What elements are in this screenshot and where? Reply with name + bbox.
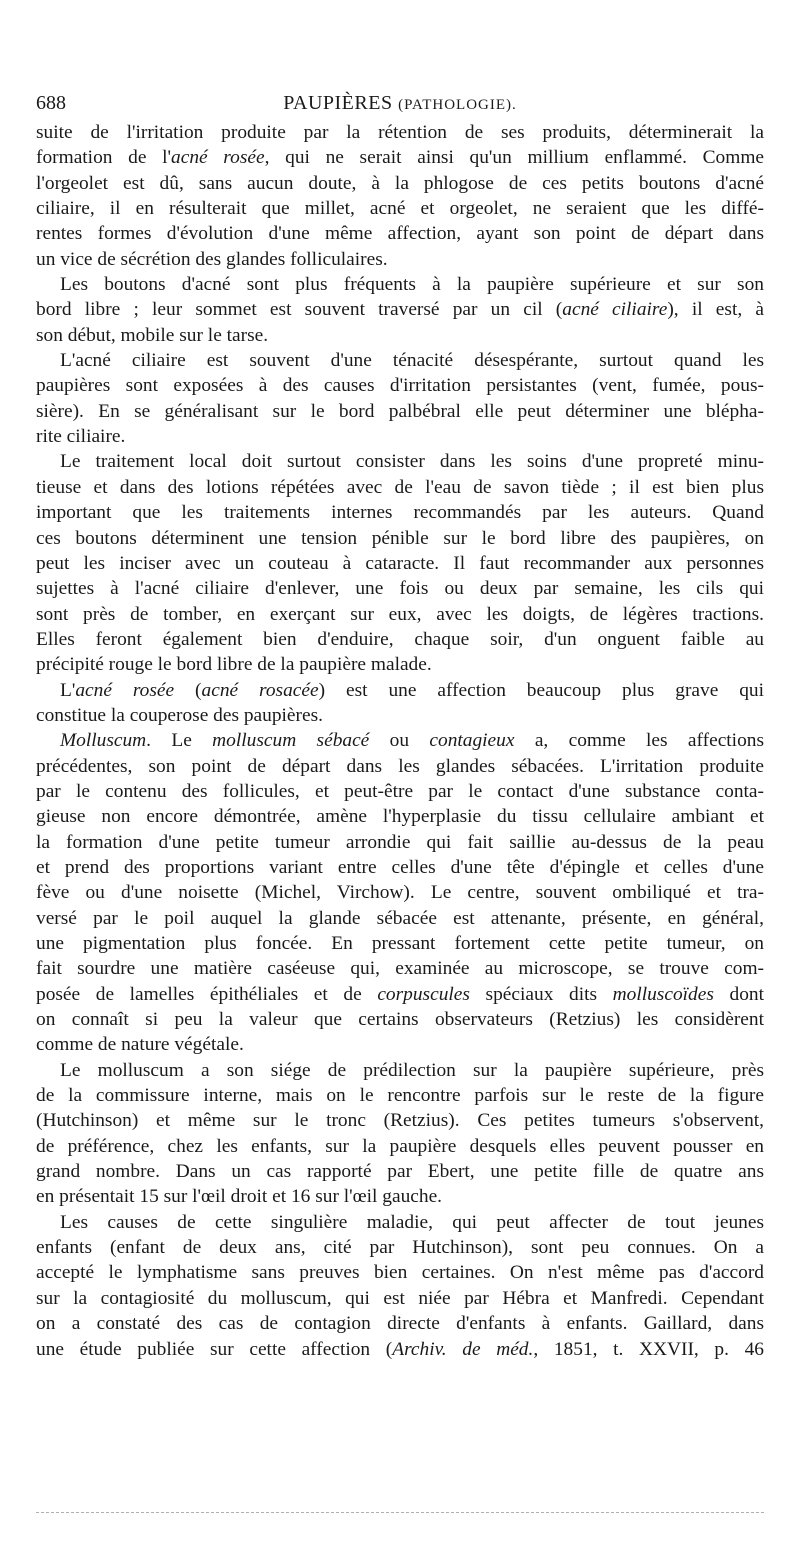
italic-run: molluscoïdes	[612, 983, 714, 1005]
text-run: ) est une affection beaucoup plus grave qui	[318, 679, 764, 701]
text-run: Le traitement local doit surtout consister dans les soins d'une propreté minu-	[60, 451, 764, 473]
text-run: L'acné ciliaire est souvent d'une ténacité désespérante, surtout quand les	[60, 350, 764, 372]
text-run: bord libre ; leur sommet est souvent traversé par un cil (	[36, 299, 563, 321]
text-run: . Le	[146, 730, 213, 752]
text-run: dont	[713, 983, 764, 1005]
text-line	[36, 475, 764, 500]
text-run: grand nombre. Dans un cas rapporté par Ebert, une petite fille de quatre ans	[36, 1161, 764, 1183]
text-line	[36, 221, 764, 246]
text-line	[36, 373, 764, 398]
text-line	[36, 906, 764, 931]
text-line	[36, 1235, 764, 1260]
text-run: fève ou d'une noisette (Michel, Virchow). Le centre, souvent ombiliqué et tra-	[36, 882, 764, 904]
italic-run: contagieux	[429, 730, 515, 752]
text-run: une étude publiée sur cette affection (	[36, 1338, 393, 1360]
running-title-main: PAUPIÈRES	[283, 92, 393, 114]
text-run: gieuse non encore démontrée, amène l'hyperplasie du tissu cellulaire ambiant et	[36, 806, 764, 828]
text-line	[36, 272, 764, 297]
text-run: son début, mobile sur le tarse.	[36, 324, 269, 346]
text-line	[36, 247, 764, 272]
italic-run: Archiv. de méd.	[392, 1338, 534, 1360]
text-line	[36, 880, 764, 905]
text-line	[36, 627, 764, 652]
text-run: l'orgeolet est dû, sans aucun doute, à la phlogose de ces petits boutons d'acné	[36, 172, 764, 194]
text-line	[36, 703, 764, 728]
text-line	[36, 526, 764, 551]
text-line	[36, 855, 764, 880]
text-line	[36, 1260, 764, 1285]
italic-run: acné rosée	[75, 679, 175, 701]
text-line	[36, 728, 764, 753]
running-title-subtitle: (PATHOLOGIE).	[398, 97, 517, 113]
text-run: Les boutons d'acné sont plus fréquents à la paupière supérieure et sur son	[60, 274, 764, 296]
text-run: (Hutchinson) et même sur le tronc (Retzius). Ces petites tumeurs s'observent,	[36, 1110, 764, 1132]
document-page	[36, 86, 764, 1362]
text-line	[36, 576, 764, 601]
text-run: ou	[369, 730, 430, 752]
text-run: a, comme les affections	[514, 730, 765, 752]
text-line	[36, 120, 764, 145]
text-run: ), il est, à	[667, 299, 764, 321]
text-line	[36, 754, 764, 779]
text-run: , qui ne serait ainsi qu'un millium enflammé. Comme	[264, 147, 765, 169]
text-run: L'	[60, 679, 76, 701]
text-line	[36, 956, 764, 981]
text-run: suite de l'irritation produite par la rétention de ses produits, déterminerait la	[36, 122, 764, 143]
text-run: posée de lamelles épithéliales et de	[36, 983, 378, 1005]
text-line	[36, 1210, 764, 1235]
text-line	[36, 652, 764, 677]
text-run: constitue la couperose des paupières.	[36, 704, 323, 726]
italic-run: acné rosacée	[201, 679, 319, 701]
text-line	[36, 145, 764, 170]
text-run: important que les traitements internes recommandés par les auteurs. Quand	[36, 502, 764, 524]
text-run: sur la contagiosité du molluscum, qui est niée par Hébra et Manfredi. Cependant	[36, 1287, 764, 1309]
text-line	[36, 449, 764, 474]
text-line	[36, 1311, 764, 1336]
text-line	[36, 1286, 764, 1311]
text-run: sujettes à l'acné ciliaire d'enlever, une fois ou deux par semaine, les cils qui	[36, 578, 764, 600]
text-line	[36, 1337, 764, 1362]
text-run: versé par le poil auquel la glande sébacée est attenante, présente, en général,	[36, 907, 764, 929]
text-line	[36, 602, 764, 627]
text-line	[36, 196, 764, 221]
text-run: , 1851, t. XXVII, p. 46	[533, 1338, 764, 1360]
text-line	[36, 678, 764, 703]
text-run: rentes formes d'évolution d'une même affection, ayant son point de départ dans	[36, 223, 764, 245]
text-run: rite ciliaire.	[36, 426, 126, 448]
body-text	[36, 120, 764, 1362]
text-run: de préférence, chez les enfants, sur la paupière desquels elles peuvent pousser en	[36, 1135, 764, 1157]
text-run: ciliaire, il en résulterait que millet, acné et orgeolet, ne seraient que les diffé-	[36, 198, 764, 220]
text-run: sière). En se généralisant sur le bord palbébral elle peut déterminer une blépha-	[36, 400, 764, 422]
text-run: et prend des proportions variant entre celles d'une tête d'épingle et celles d'une	[36, 856, 764, 878]
text-run: on connaît si peu la valeur que certains observateurs (Retzius) les considèrent	[36, 1009, 764, 1031]
text-line	[36, 399, 764, 424]
italic-run: acné rosée	[171, 147, 265, 169]
text-run: accepté le lymphatisme sans preuves bien certaines. On n'est même pas d'accord	[36, 1262, 764, 1284]
text-run: formation de l'	[36, 147, 172, 169]
text-line	[36, 1032, 764, 1057]
text-line	[36, 551, 764, 576]
text-run: ces boutons déterminent une tension pénible sur le bord libre des paupières, on	[36, 527, 764, 549]
text-run: en présentait 15 sur l'œil droit et 16 sur l'œil gauche.	[36, 1186, 443, 1208]
text-run: spéciaux dits	[469, 983, 613, 1005]
italic-run: molluscum sébacé	[212, 730, 370, 752]
text-run: fait sourdre une matière caséeuse qui, examinée au microscope, se trouve com-	[36, 958, 764, 980]
text-line	[36, 779, 764, 804]
text-run: (	[174, 679, 202, 701]
text-line	[36, 424, 764, 449]
italic-run: Molluscum	[60, 730, 147, 752]
text-run: Les causes de cette singulière maladie, qui peut affecter de tout jeunes	[60, 1211, 764, 1233]
text-line	[36, 1058, 764, 1083]
text-run: Elles feront également bien d'enduire, chaque soir, d'un onguent faible au	[36, 628, 764, 650]
text-run: une pigmentation plus foncée. En pressant fortement cette petite tumeur, on	[36, 933, 764, 954]
text-line	[36, 830, 764, 855]
text-run: on a constaté des cas de contagion directe d'enfants à enfants. Gaillard, dans	[36, 1313, 764, 1335]
text-line	[36, 1108, 764, 1133]
text-run: paupières sont exposées à des causes d'irritation persistantes (vent, fumée, pous-	[36, 375, 764, 397]
text-line	[36, 500, 764, 525]
text-run: précédentes, son point de départ dans les glandes sébacées. L'irritation produite	[36, 755, 764, 777]
text-run: comme de nature végétale.	[36, 1034, 244, 1056]
text-run: un vice de sécrétion des glandes folliculaires.	[36, 248, 388, 270]
text-line	[36, 171, 764, 196]
page-number: 688	[36, 92, 66, 114]
text-line	[36, 1159, 764, 1184]
text-run: sont près de tomber, en exerçant sur eux, avec les doigts, de légères tractions.	[36, 603, 764, 625]
text-line	[36, 982, 764, 1007]
text-run: Le molluscum a son siége de prédilection sur la paupière supérieure, près	[60, 1059, 764, 1081]
text-line	[36, 1083, 764, 1108]
text-run: peut les inciser avec un couteau à cataracte. Il faut recommander aux personnes	[36, 552, 764, 574]
italic-run: acné ciliaire	[562, 299, 668, 321]
text-line	[36, 1184, 764, 1209]
text-run: enfants (enfant de deux ans, cité par Hutchinson), sont peu connues. On a	[36, 1237, 764, 1259]
text-line	[36, 297, 764, 322]
text-run: de la commissure interne, mais on le rencontre parfois sur le reste de la figure	[36, 1085, 764, 1107]
text-line	[36, 1134, 764, 1159]
italic-run: corpuscules	[377, 983, 470, 1005]
page-header	[36, 86, 764, 120]
footer-rule	[36, 1512, 764, 1513]
text-line	[36, 348, 764, 373]
text-run: par le contenu des follicules, et peut-être par le contact d'une substance conta-	[36, 780, 764, 802]
text-line	[36, 804, 764, 829]
text-run: tieuse et dans des lotions répétées avec de l'eau de savon tiède ; il est bien plus	[36, 476, 764, 498]
text-line	[36, 1007, 764, 1032]
text-run: la formation d'une petite tumeur arrondie qui fait saillie au-dessus de la peau	[36, 831, 764, 853]
running-title	[36, 86, 764, 122]
text-line	[36, 931, 764, 956]
text-run: précipité rouge le bord libre de la paupière malade.	[36, 654, 432, 676]
text-line	[36, 323, 764, 348]
